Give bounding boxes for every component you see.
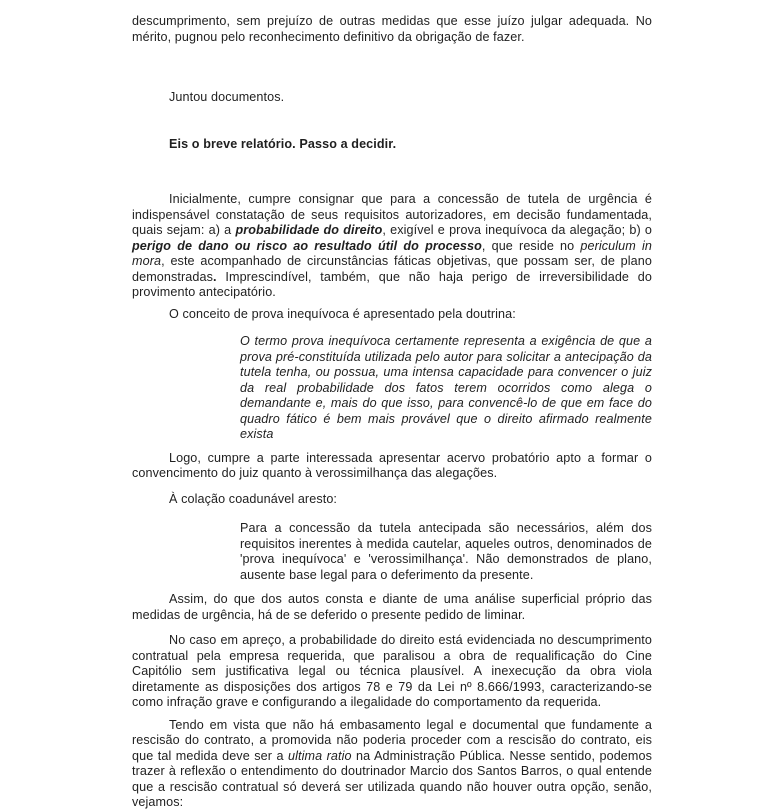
- text-run: Assim, do que dos autos consta e diante de uma análise superficial próprio das medidas de urgência, há de se deferido o presente pedido de liminar.: [132, 592, 652, 622]
- text-run: À colação coadunável aresto:: [169, 491, 338, 506]
- deferimento-liminar-paragraph: [132, 592, 652, 623]
- text-run: Inicialmente, cumpre consignar que para a concessão de tutela de urgência é indispensável constatação de seus requisitos autorizadores, em decisão fundamentada, quais sejam: a) a: [132, 192, 652, 237]
- aresto-blockquote: [240, 521, 652, 583]
- text-run: perigo de dano ou risco ao resultado útil do processo: [132, 238, 482, 253]
- text-run: , que reside no: [481, 238, 581, 253]
- text-run: Para a concessão da tutela antecipada são necessários, além dos requisitos inerentes à medida cautelar, aqueles outros, denominados de 'prova inequívoca' e 'verossimilhança'. Não demonstrados de plano, ausente base legal para o deferimento da presente.: [240, 521, 652, 582]
- text-run: Imprescindível, também, que não haja perigo de irreversibilidade do provimento antecipatório.: [132, 269, 652, 299]
- continuation-paragraph: [132, 14, 652, 45]
- text-run: .: [213, 269, 217, 284]
- text-run: periculum in mora: [132, 238, 652, 268]
- acervo-probatorio-paragraph: [132, 451, 652, 482]
- text-run: ultima ratio: [287, 748, 352, 763]
- text-run: Logo, cumpre a parte interessada apresentar acervo probatório apto a formar o convencimento do juiz quanto à verossimilhança das alegações.: [132, 450, 652, 480]
- doutrina-intro-paragraph: [132, 307, 652, 323]
- text-run: , exigível e prova inequívoca da alegação; b) o: [382, 223, 652, 237]
- text-run: O conceito de prova inequívoca é apresentado pela doutrina:: [169, 306, 516, 321]
- juntou-documentos-paragraph: [132, 90, 652, 106]
- aresto-intro-paragraph: [132, 492, 652, 508]
- text-run: Juntou documentos.: [169, 90, 285, 104]
- tutela-requisitos-paragraph: [132, 192, 652, 301]
- caso-apreco-paragraph: [132, 633, 652, 711]
- text-run: na Administração Pública. Nesse sentido, podemos trazer à reflexão o entendimento do doutrinador Marcio dos Santos Barros, o qual entende que a rescisão contratual só deverá ser utilizada quando não houver outra opção, senão, vejamos:: [132, 748, 652, 809]
- doutrina-blockquote: [240, 334, 652, 443]
- text-run: probabilidade do direito: [235, 223, 383, 237]
- text-run: descumprimento, sem prejuízo de outras medidas que esse juízo julgar adequada. No mérito, pugnou pelo reconhecimento definitivo da obrigação de fazer.: [132, 14, 652, 44]
- text-run: , este acompanhado de circunstâncias fáticas objetivas, que possam ser, de plano demonstradas: [132, 254, 652, 284]
- text-run: Tendo em vista que não há embasamento legal e documental que fundamente a rescisão do contrato, a promovida não poderia proceder com a rescisão do contrato, eis que tal medida deve ser a: [132, 717, 652, 763]
- text-run: O termo prova inequívoca certamente representa a exigência de que a prova pré-constituída utilizada pelo autor para solicitar a antecipação da tutela tenha, ou possua, uma intensa capacidade para convencer o juiz da real probabilidade dos fatos terem ocorridos como alega o demandante e, mais do que isso, para convencê-lo de que em face do quadro fático é bem mais provável que o direito afirmado realmente exista: [240, 334, 652, 441]
- rescisao-contrato-paragraph: [132, 718, 652, 811]
- text-run: Eis o breve relatório. Passo a decidir.: [169, 136, 397, 151]
- relatorio-heading: [132, 137, 652, 153]
- text-run: No caso em apreço, a probabilidade do direito está evidenciada no descumprimento contratual pela empresa requerida, que paralisou a obra de requalificação do Cine Capitólio sem justificativa legal ou técnica plausível. A inexecução da obra viola diretamente as disposições dos artigos 78 e 79 da Lei nº 8.666/1993, caracterizando-se como infração grave e configurando a ilegalidade do comportamento da requerida.: [132, 633, 652, 709]
